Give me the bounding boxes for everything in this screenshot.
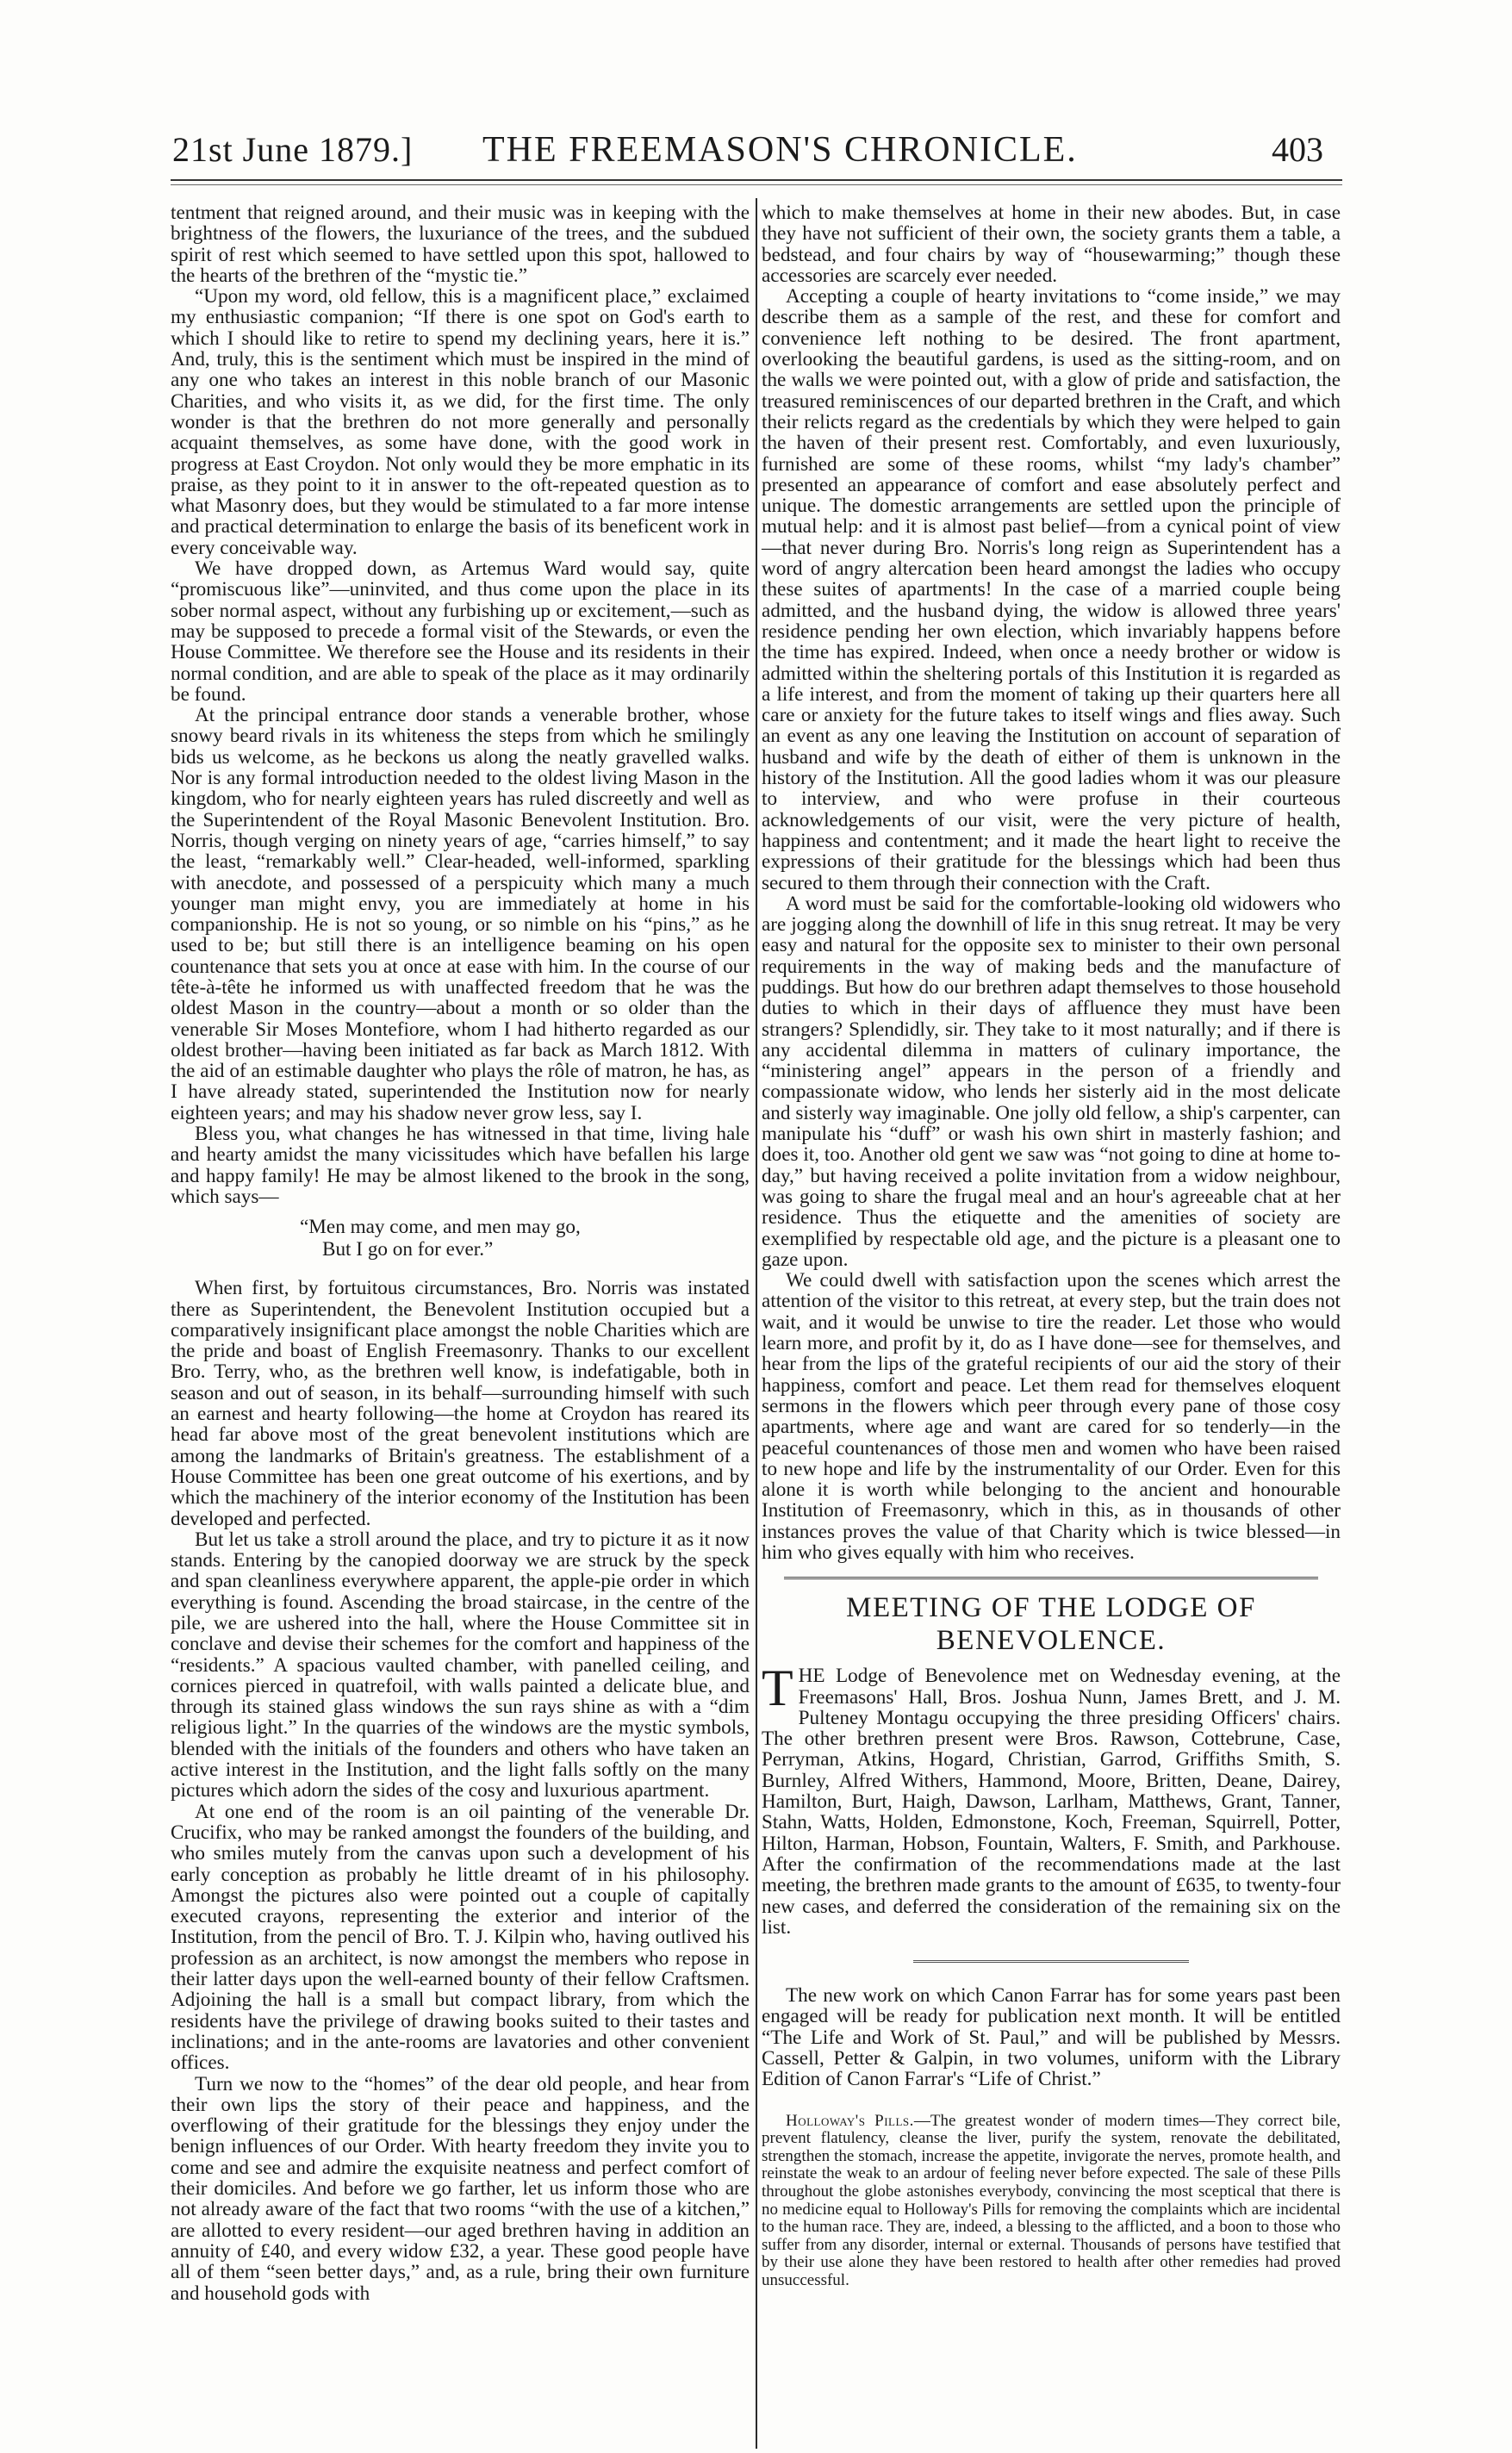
article-paragraph: tentment that reigned around, and their music was in keeping with the brightness of the flowers, the luxuriance of the trees, and the subdued spirit of rest which seemed to have settled upon this spot, hallowed to the hearts of the brethren of the “mystic tie.” bbox=[171, 202, 750, 287]
article-paragraph: We could dwell with satisfaction upon the scenes which arrest the attention of the visitor to this retreat, at every step, but the train does not wait, and it would be unwise to tire the reader. Let those who would learn more, and profit by it, do as I have done—see for themselves, and hear from the lips of the grateful recipients of our aid the story of their happiness, comfort and peace. Let them read for themselves eloquent sermons in the flowers which peer through every pane of those cosy apartments, where age and want are cared for so tenderly—in the peaceful countenances of those men and women who have been raised to new hope and life by the instrumentality of our Order. Even for this alone it is worth while belonging to the ancient and honourable Institution of Freemasonry, which in this, as in thousands of other instances proves the value of that Charity which is twice blessed—in him who gives equally with him who receives. bbox=[762, 1269, 1341, 1564]
section-heading: MEETING OF THE LODGE OF BENEVOLENCE. bbox=[846, 1592, 1256, 1657]
article-paragraph: Bless you, what changes he has witnessed in that time, living hale and hearty amidst the many vicissitudes which have befallen his large and happy family! He may be almost likened to the brook in the song, which says— bbox=[171, 1123, 750, 1208]
article-paragraph: When first, by fortuitous circumstances, Bro. Norris was instated there as Superintendent, the Benevolent Institution occupied but a comparatively insignificant place amongst the noble Charities which are the pride and boast of English Freemasonry. Thanks to our excellent Bro. Terry, who, as the brethren well know, is indefatigable, both in season and out of season, in its behalf—surrounding himself with such an earnest and hearty following—the home at Croydon has reared its head far above most of the great benevolent institutions which are among the landmarks of Britain's greatness. The establishment of a House Committee has been one great outcome of his exertions, and by which the machinery of the interior economy of the Institution has been developed and perfected. bbox=[171, 1277, 750, 1530]
article-paragraph: At the principal entrance door stands a venerable brother, whose snowy beard rivals in its whiteness the steps from which he smilingly bids us welcome, as he beckons us along the neatly gravelled walks. Nor is any formal introduction needed to the oldest living Mason in the kingdom, who for nearly eighteen years has ruled discreetly and well as the Superintendent of the Royal Masonic Benevolent Institution. Bro. Norris, though verging on ninety years of age, “carries himself,” to say the least, “remarkably well.” Clear-headed, well-informed, sparkling with anecdote, and possessed of a perspicuity which many a much younger man might envy, you are immediately at home in his companionship. He is not so young, or so nimble on his “pins,” as he used to be; but still there is an intelligence beaming on his open countenance that sets you at once at ease with him. In the course of our tête-à-tête he informed us with unaffected freedom that he was the oldest Mason in the country—about a month or so older than the venerable Sir Moses Montefiore, whom I had hitherto regarded as our oldest brother—having been initiated as far back as March 1812. With the aid of an estimable daughter who plays the rôle of matron, he has, as I have already stated, superintended the Institution now for nearly eighteen years; and may his shadow never grow less, say I. bbox=[171, 704, 750, 1124]
book-notice-paragraph: The new work on which Canon Farrar has for some years past been engaged will be ready for publication next month. It will be entitled “The Life and Work of St. Paul,” and will be published by Messrs. Cassell, Petter & Galpin, in two volumes, uniform with the Library Edition of Canon Farrar's “Life of Christ.” bbox=[762, 1984, 1341, 2091]
article-paragraph: But let us take a stroll around the place, and try to picture it as it now stands. Entering by the canopied doorway we are struck by the speck and span cleanliness everywhere apparent, the apple-pie order in which everything is found. Ascending the broad staircase, in the centre of the pile, we are ushered into the hall, where the House Committee sit in conclave and devise their schemes for the comfort and happiness of the “residents.” A spacious vaulted chamber, with panelled ceiling, and cornices pierced in quatrefoil, with walls painted a delicate blue, and through its stained glass windows the sun rays shine as with a “dim religious light.” In the quarries of the windows are the mystic symbols, blended with the initials of the founders and others who have taken an active interest in the Institution, and the light falls softly on the many pictures which adorn the sides of the cosy and luxurious apartment. bbox=[171, 1528, 750, 1802]
verse-line: “Men may come, and men may go, bbox=[300, 1216, 581, 1239]
publication-title: THE FREEMASON'S CHRONICLE. bbox=[482, 130, 1078, 170]
short-rule bbox=[913, 1960, 1189, 1963]
section-rule bbox=[784, 1577, 1318, 1579]
right-column bbox=[762, 202, 1341, 2290]
article-paragraph: Accepting a couple of hearty invitations to “come inside,” we may describe them as a sample of the rest, and these for comfort and convenience left nothing to be desired. The front apartment, overlooking the beautiful gardens, is used as the sitting-room, and on the walls we were pointed out, with a glow of pride and satisfaction, the treasured reminiscences of our departed brethren in the Craft, and which their relicts regard as the credentials by which they were helped to gain the haven of their present rest. Comfortably, and even luxuriously, furnished are some of these rooms, whilst “my lady's chamber” presented an appearance of comfort and ease absolutely perfect and unique. The domestic arrangements are settled upon the principle of mutual help: and it is almost past belief—from a cynical point of view—that never during Bro. Norris's long reign as Superintendent has a word of angry altercation been heard amongst the ladies who occupy these suites of apartments! In the case of a married couple being admitted, and the husband dying, the widow is allowed three years' residence pending her own election, which invariably happens before the time has expired. Indeed, when once a needy brother or widow is admitted within the sheltering portals of this Institution it is regarded as a life interest, and from the moment of taking up their quarters here all care or anxiety for the future takes to itself wings and flies away. Such an event as any one leaving the Institution on account of separation of husband and wife by the death of either of them is unknown in the history of the Institution. All the good ladies whom it was our pleasure to interview, and who were profuse in their courteous acknowledgements of our visit, were the very picture of health, happiness and contentment; and it made the heart light to receive the expressions of their gratitude for the blessings which had been thus secured to them through their connection with the Craft. bbox=[762, 285, 1341, 894]
article-paragraph: which to make themselves at home in their new abodes. But, in case they have not sufficient of their own, the society grants them a table, a bedstead, and four chairs by way of “housewarming;” though these accessories are scarcely ever needed. bbox=[762, 202, 1341, 287]
advert-paragraph bbox=[762, 2113, 1341, 2290]
drop-cap: T bbox=[762, 1659, 793, 1717]
header-rule-thin bbox=[171, 184, 1342, 185]
spacer bbox=[762, 2090, 1341, 2113]
left-column bbox=[171, 202, 750, 2304]
page-header bbox=[0, 129, 1512, 181]
advert-text: —The greatest wonder of modern times—They correct bile, prevent flatulency, cleanse the liver, purify the system, renovate the debilitated, strengthen the stomach, increase the appetite, invigorate the nerves, promote health, and reinstate the weak to an ardour of feeling never before expected. The sale of these Pills throughout the globe astonishes everybody, convincing the most sceptical that there is no medicine equal to Holloway's Pills for removing the complaints which are incidental to the human race. They are, indeed, a blessing to the afflicted, and a boon to those who suffer from any disorder, internal or external. Thousands of persons have testified that by their use alone they have been restored to health after other remedies had proved unsuccessful. bbox=[762, 2111, 1341, 2289]
issue-date: 21st June 1879.] bbox=[172, 130, 414, 169]
advert-lead: Holloway's Pills. bbox=[786, 2111, 914, 2130]
article-paragraph: We have dropped down, as Artemus Ward would say, quite “promiscuous like”—uninvited, and thus come upon the place in its sober normal aspect, without any furbishing up or excitement,—such as may be supposed to precede a formal visit of the Stewards, or even the House Committee. We therefore see the House and its residents in their normal condition, and are able to speak of the place as it may ordinarily be found. bbox=[171, 557, 750, 706]
article-paragraph: At one end of the room is an oil painting of the venerable Dr. Crucifix, who may be ranked amongst the founders of the building, and who smiles mutely from the canvas upon such a development of his early conception as probably he little dreamt of in his philosophy. Amongst the pictures also were pointed out a couple of capitally executed crayons, representing the exterior and interior of the Institution, from the pencil of Bro. T. J. Kilpin who, having outlived his profession as an architect, is now amongst the members who repose in their latter days upon the well-earned bounty of their fellow Craftsmen. Adjoining the hall is a small but compact library, from which the residents have the privilege of drawing books suited to their tastes and inclinations; and in the ante-rooms are lavatories and other convenient offices. bbox=[171, 1800, 750, 2075]
verse-quote bbox=[171, 1216, 750, 1261]
verse-line: But I go on for ever.” bbox=[322, 1238, 494, 1261]
column-divider bbox=[756, 198, 757, 2449]
header-rule bbox=[171, 179, 1342, 181]
page-number: 403 bbox=[1272, 130, 1323, 169]
article-paragraph: “Upon my word, old fellow, this is a magnificent place,” exclaimed my enthusiastic companion; “If there is one spot on God's earth to which I should like to retire to spend my declining years, here it is.” And, truly, this is the sentiment which must be inspired in the mind of any one who takes an interest in this noble branch of our Masonic Charities, and who visits it, as we did, for the first time. The only wonder is that the brethren do not more generally and personally acquaint themselves, as some have done, with the good work in progress at East Croydon. Not only would they be more emphatic in its praise, as they point to it in answer to the oft-repeated question as to what Masonry does, but they would be stimulated to a far more intense and practical determination to enlarge the basis of its beneficent work in every conceivable way. bbox=[171, 285, 750, 559]
article-paragraph: A word must be said for the comfortable-looking old widowers who are jogging along the downhill of life in this snug retreat. It may be very easy and natural for the opposite sex to minister to their own personal requirements in the way of making beds and the manufacture of puddings. But how do our brethren adapt themselves to those household duties to which in their days of affluence they must have been strangers? Splendidly, sir. They take to it most naturally; and if there is any accidental dilemma in matters of culinary importance, the “ministering angel” appears in the person of a friendly and compassionate widow, who lends her sisterly aid in the most delicate and sisterly way imaginable. One jolly old fellow, a ship's carpenter, can manipulate his “duff” or wash his own shirt in masterly fashion; and does it, too. Another old gent we saw was “not going to dine at home to-day,” but having received a polite invitation from a widow neighbour, was going to share the frugal meal and an hour's agreeable chat at her residence. Thus the etiquette and the amenities of society are exemplified by respectable old age, and the picture is a pleasant one to gaze upon. bbox=[762, 892, 1341, 1271]
article-paragraph: Turn we now to the “homes” of the dear old people, and hear from their own lips the story of their peace and happiness, and the overflowing of their gratitude for the blessings they enjoy under the benign influences of our Order. With hearty freedom they invite you to come and see and admire the exquisite neatness and perfect comfort of their domiciles. And before we go farther, let us inform those who are not already aware of the fact that two rooms “with the use of a kitchen,” are allotted to every resident—our aged brethren having in addition an annuity of £40, and every widow £32, a year. These good people have all of them “seen better days,” and, as a rule, bring their own furniture and household gods with bbox=[171, 2072, 750, 2305]
lodge-report-text: HE Lodge of Benevolence met on Wednesday evening, at the Freemasons' Hall, Bros. Joshua Nunn, James Brett, and J. M. Pulteney Montagu occupying the three presiding Officers' chairs. The other brethren present were Bros. Rawson, Cottebrune, Case, Perryman, Atkins, Hogard, Christian, Garrod, Griffiths Smith, S. Burnley, Alfred Withers, Hammond, Moore, Britten, Deane, Dairey, Hamilton, Burt, Haigh, Dawson, Larlham, Matthews, Grant, Tanner, Stahn, Watts, Holden, Edmonstone, Koch, Freeman, Squirrell, Potter, Hilton, Harman, Hobson, Fountain, Walters, F. Smith, and Parkhouse. After the confirmation of the recommendations made at the last meeting, the brethren made grants to the amount of £635, to twenty-four new cases, and deferred the consideration of the remaining six on the list. bbox=[762, 1665, 1341, 1939]
lodge-report-paragraph bbox=[762, 1659, 1341, 1939]
